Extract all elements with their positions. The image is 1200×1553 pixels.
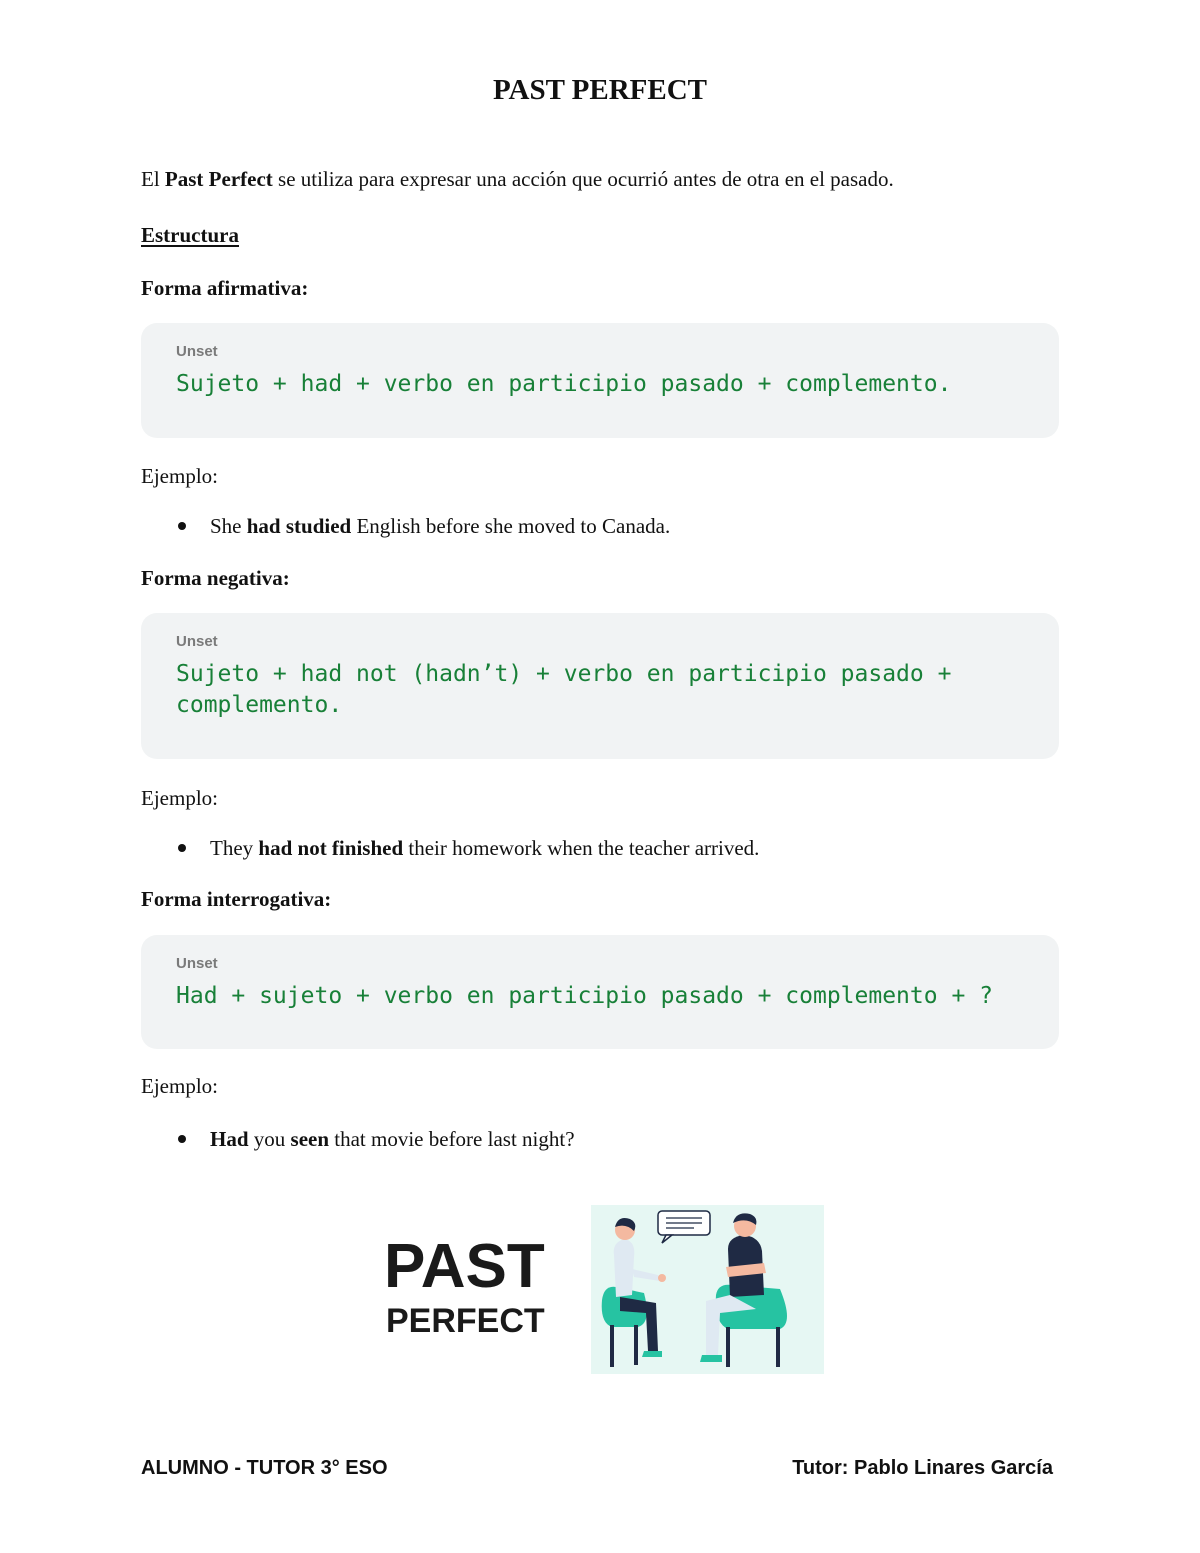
code-text: Sujeto + had not (hadn’t) + verbo en participio pasado + complemento.: [176, 661, 966, 718]
code-language-label: Unset: [176, 343, 218, 360]
example-text: They: [210, 836, 259, 860]
bullet-dot: [178, 1135, 186, 1143]
example-bullet-affirmative: [178, 511, 670, 541]
example-text: you: [248, 1127, 291, 1151]
intro-prefix: El: [141, 167, 165, 191]
section-heading-interrogative: Forma interrogativa:: [141, 887, 332, 911]
example-text: their homework when the teacher arrived.: [403, 836, 760, 860]
bullet-dot: [178, 522, 186, 530]
code-text: Had + sujeto + verbo en participio pasado + complemento + ?: [176, 983, 993, 1009]
code-language-label: Unset: [176, 955, 218, 972]
example-bold: had not finished: [258, 836, 404, 860]
example-text: that movie before last night?: [329, 1127, 575, 1151]
intro-suffix: se utiliza para expresar una acción que ocurrió antes de otra en el pasado.: [272, 167, 894, 191]
past-perfect-banner: [376, 1205, 824, 1374]
example-label-affirmative: Ejemplo:: [141, 464, 218, 488]
code-block-negative: [141, 613, 1059, 759]
intro-paragraph: [141, 163, 1081, 195]
example-bullet-negative: [178, 833, 759, 863]
intro-bold-term: Past Perfect: [164, 167, 273, 191]
example-bold: had studied: [246, 514, 352, 538]
section-heading-affirmative: Forma afirmativa:: [141, 276, 309, 300]
footer-student-label: ALUMNO - TUTOR 3° ESO: [141, 1457, 388, 1479]
section-heading-negative: Forma negativa:: [141, 566, 290, 590]
banner-illustration: [376, 1205, 824, 1374]
example-bullet-interrogative: [178, 1124, 575, 1154]
example-text: English before she moved to Canada.: [351, 514, 671, 538]
bullet-dot: [178, 844, 186, 852]
code-block-interrogative: [141, 935, 1059, 1049]
example-bold: Had: [210, 1127, 249, 1151]
code-text: Sujeto + had + verbo en participio pasado + complemento.: [176, 371, 952, 397]
example-label-interrogative: Ejemplo:: [141, 1074, 218, 1098]
example-bold: seen: [290, 1127, 330, 1151]
code-block-affirmative: [141, 323, 1059, 438]
page-title: PAST PERFECT: [492, 74, 708, 106]
example-text: She: [210, 514, 247, 538]
banner-word-perfect: PERFECT: [386, 1302, 545, 1340]
example-label-negative: Ejemplo:: [141, 786, 218, 810]
banner-word-past: PAST: [384, 1232, 545, 1301]
footer-tutor-name: Tutor: Pablo Linares García: [792, 1457, 1053, 1479]
structure-heading: Estructura: [141, 223, 239, 247]
code-language-label: Unset: [176, 633, 218, 650]
